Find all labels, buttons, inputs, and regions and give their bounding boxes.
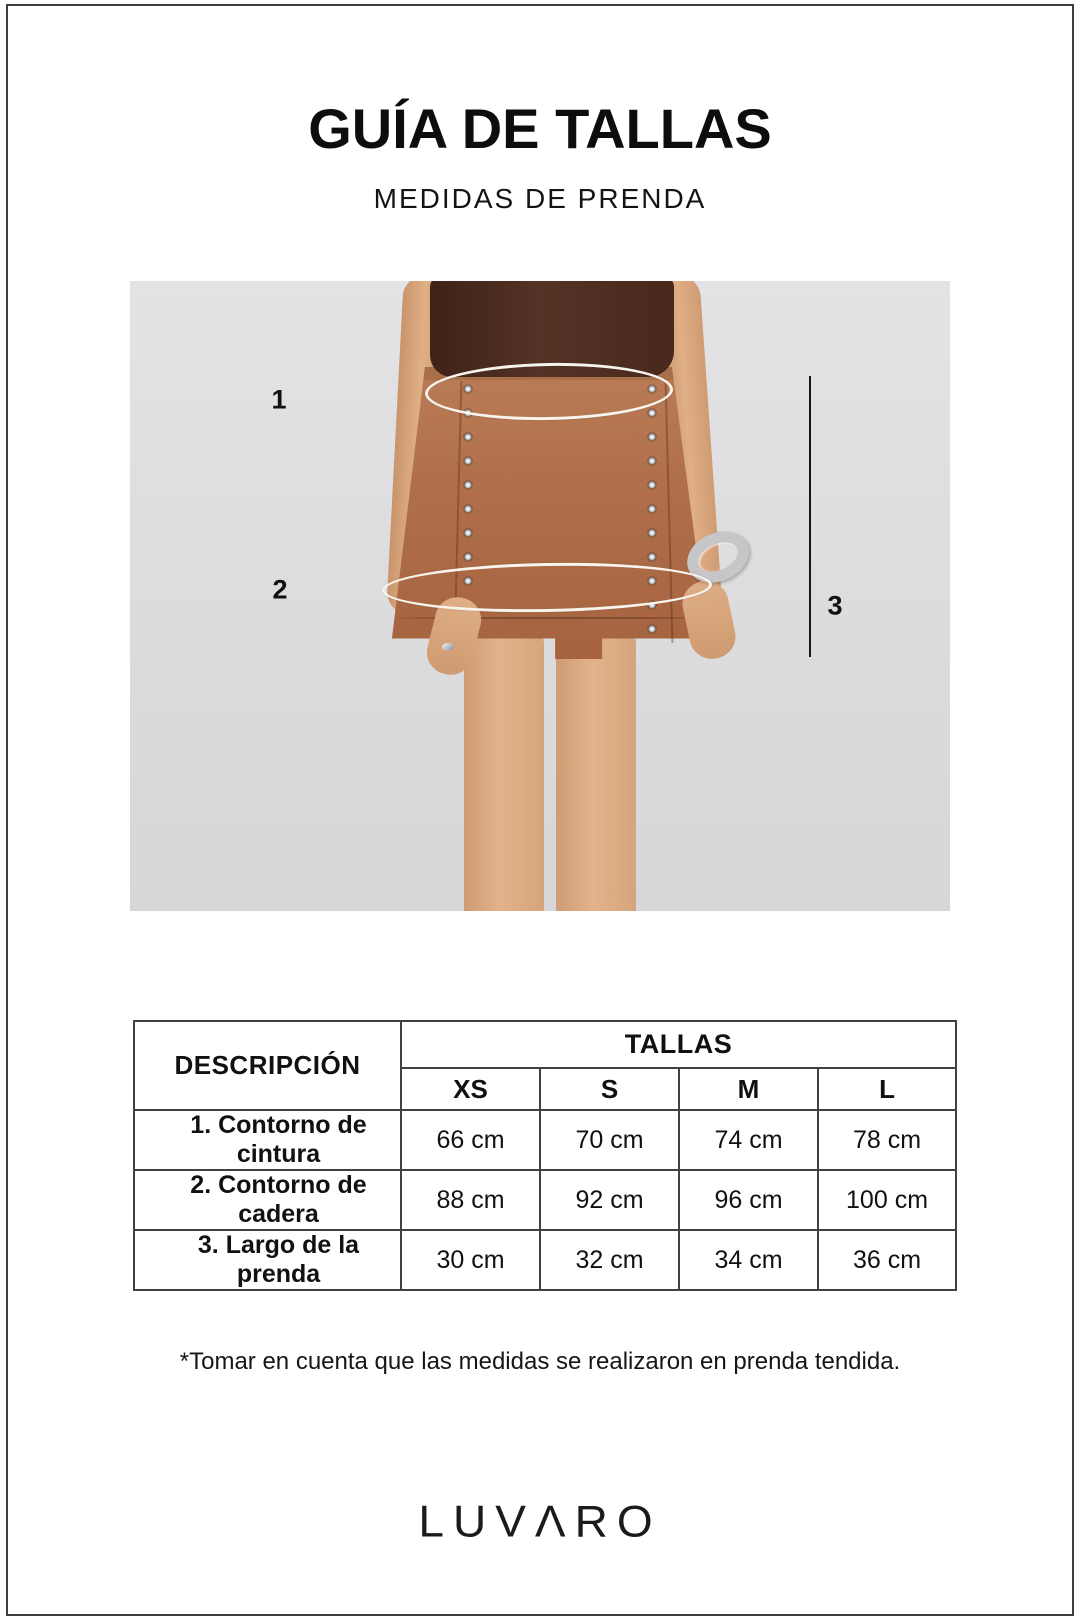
length-measure-line: [809, 376, 811, 657]
row-value: 92 cm: [540, 1170, 679, 1230]
table-header-description: DESCRIPCIÓN: [134, 1021, 401, 1110]
row-description: 2. Contorno de cadera: [134, 1170, 401, 1230]
row-value: 78 cm: [818, 1110, 956, 1170]
measure-marker-3: 3: [827, 590, 843, 621]
row-description: 3. Largo de la prenda: [134, 1230, 401, 1290]
row-value: 88 cm: [401, 1170, 540, 1230]
size-column-s: S: [540, 1068, 679, 1110]
table-row: [134, 1230, 956, 1290]
size-column-m: M: [679, 1068, 818, 1110]
row-value: 70 cm: [540, 1110, 679, 1170]
measure-marker-2: 2: [272, 574, 288, 605]
page-title: GUÍA DE TALLAS: [308, 97, 772, 160]
measurement-footnote: *Tomar en cuenta que las medidas se realizaron en prenda tendida.: [179, 1348, 901, 1375]
measure-marker-1: 1: [271, 384, 287, 415]
page-subtitle: MEDIDAS DE PRENDA: [373, 183, 707, 214]
size-column-xs: XS: [401, 1068, 540, 1110]
model-left-leg: [464, 611, 544, 911]
table-row: [134, 1110, 956, 1170]
table-header-sizes: TALLAS: [401, 1021, 956, 1068]
brand-logo: LUVΛRO: [418, 1496, 662, 1546]
row-description: 1. Contorno de cintura: [134, 1110, 401, 1170]
row-value: 36 cm: [818, 1230, 956, 1290]
row-value: 32 cm: [540, 1230, 679, 1290]
table-row: [134, 1170, 956, 1230]
row-value: 34 cm: [679, 1230, 818, 1290]
row-value: 100 cm: [818, 1170, 956, 1230]
row-value: 96 cm: [679, 1170, 818, 1230]
product-photo: [130, 281, 950, 911]
size-column-l: L: [818, 1068, 956, 1110]
header: [0, 96, 1080, 215]
silver-ring: [442, 643, 454, 651]
row-value: 66 cm: [401, 1110, 540, 1170]
row-value: 30 cm: [401, 1230, 540, 1290]
row-value: 74 cm: [679, 1110, 818, 1170]
size-table: [133, 1020, 957, 1291]
